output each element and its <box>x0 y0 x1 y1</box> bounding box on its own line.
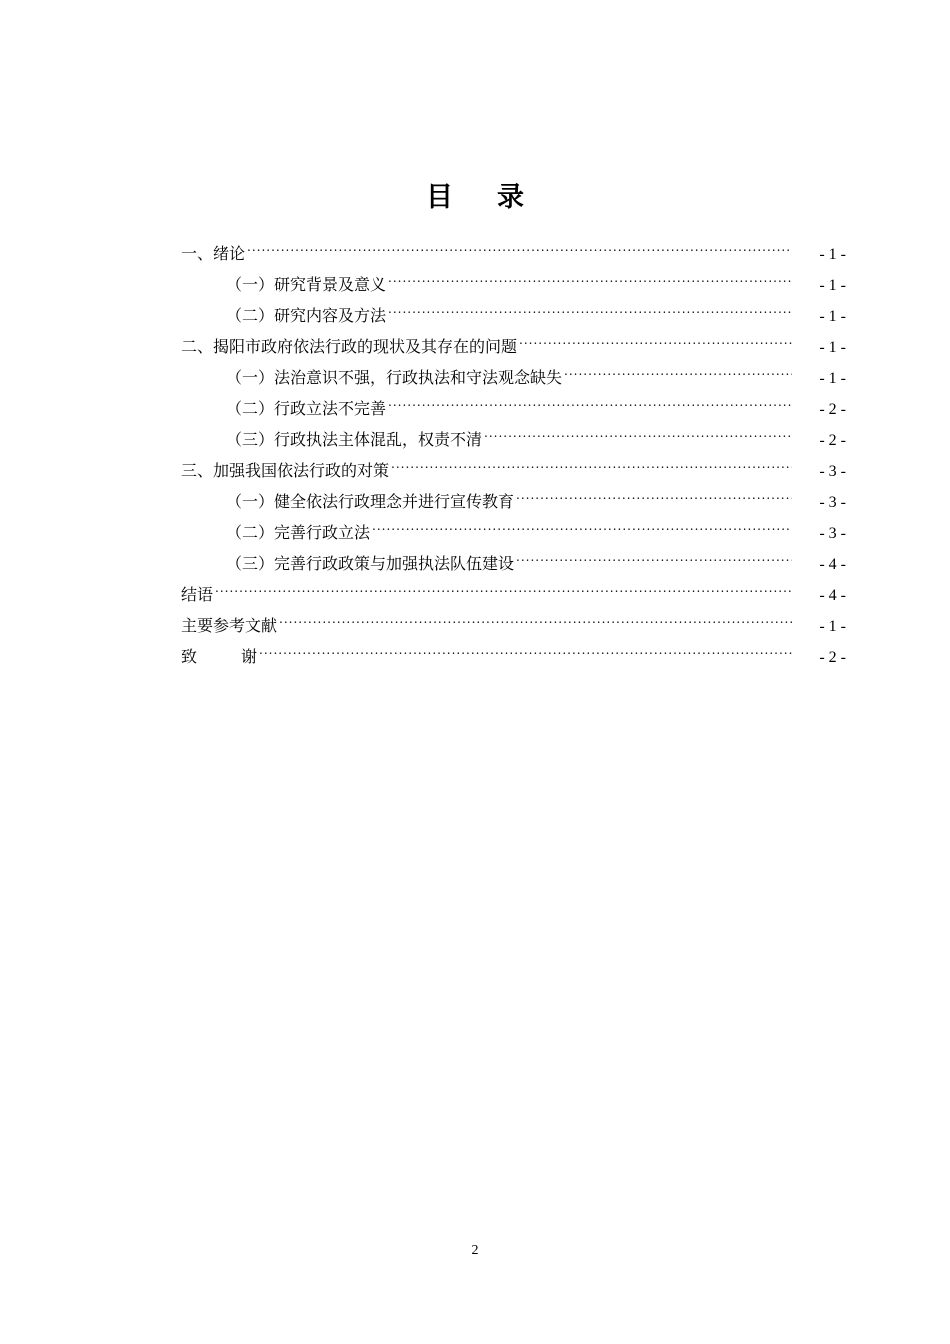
toc-entry-page: - 2 - <box>819 649 846 666</box>
toc-leader-dots <box>564 352 792 383</box>
toc-leader-dots <box>388 259 792 290</box>
toc-leader-dots <box>388 290 792 321</box>
toc-entry-label: 一、绪论 <box>181 244 246 263</box>
toc-entry-acknowledgements[interactable] <box>181 631 846 666</box>
toc-entry-label: （三）行政执法主体混乱，权责不清 <box>226 430 483 449</box>
title-char-2: 录 <box>497 182 524 213</box>
ack-char-2: 谢 <box>241 647 258 666</box>
toc-entry-label: 三、加强我国依法行政的对策 <box>181 461 390 480</box>
page-title <box>0 178 950 218</box>
toc-entry-page: - 4 - <box>819 587 846 604</box>
toc-entry-page: - 1 - <box>819 618 846 635</box>
toc-entry-label: （二）完善行政立法 <box>226 523 371 542</box>
toc-leader-dots <box>388 383 792 414</box>
ack-char-1: 致 <box>181 647 198 666</box>
toc-entry-page: - 3 - <box>819 463 846 480</box>
toc-entry-page: - 1 - <box>819 308 846 325</box>
toc-leader-dots <box>215 569 792 600</box>
toc-leader-dots <box>519 321 792 352</box>
toc-entry-label: （一）研究背景及意义 <box>226 275 387 294</box>
toc-entry-label: （二）行政立法不完善 <box>226 399 387 418</box>
toc-entry-label <box>181 641 257 672</box>
toc-entry-label: （一）法治意识不强，行政执法和守法观念缺失 <box>226 368 563 387</box>
page-number: 2 <box>471 1243 479 1258</box>
toc-entry-page: - 1 - <box>819 339 846 356</box>
title-char-1: 目 <box>426 182 453 213</box>
toc-entry-label: （一）健全依法行政理念并进行宣传教育 <box>226 492 515 511</box>
toc-leader-dots <box>391 445 792 476</box>
toc-entry-label: 主要参考文献 <box>181 616 278 635</box>
toc-entry-label: （二）研究内容及方法 <box>226 306 387 325</box>
toc-leader-dots <box>372 507 792 538</box>
toc-entry-references[interactable] <box>181 600 846 635</box>
toc-leader-dots <box>247 228 792 259</box>
toc-entry-label: 二、揭阳市政府依法行政的现状及其存在的问题 <box>181 337 518 356</box>
toc-leader-dots <box>279 600 792 631</box>
toc-entry-intro[interactable] <box>181 228 846 263</box>
toc-entry-page: - 2 - <box>819 432 846 449</box>
toc-entry-page: - 1 - <box>819 246 846 263</box>
toc-entry-page: - 3 - <box>819 525 846 542</box>
toc-leader-dots <box>516 476 792 507</box>
toc-entry-page: - 2 - <box>819 401 846 418</box>
toc-leader-dots <box>259 631 792 662</box>
toc-entry-page: - 1 - <box>819 370 846 387</box>
table-of-contents <box>181 228 846 666</box>
toc-entry-label: 结语 <box>181 585 214 604</box>
toc-entry-page: - 4 - <box>819 556 846 573</box>
toc-entry-background[interactable] <box>181 259 846 294</box>
toc-entry-page: - 1 - <box>819 277 846 294</box>
toc-entry-conclusion[interactable] <box>181 569 846 604</box>
toc-leader-dots <box>516 538 792 569</box>
toc-leader-dots <box>484 414 792 445</box>
toc-entry-page: - 3 - <box>819 494 846 511</box>
toc-entry-label: （三）完善行政政策与加强执法队伍建设 <box>226 554 515 573</box>
